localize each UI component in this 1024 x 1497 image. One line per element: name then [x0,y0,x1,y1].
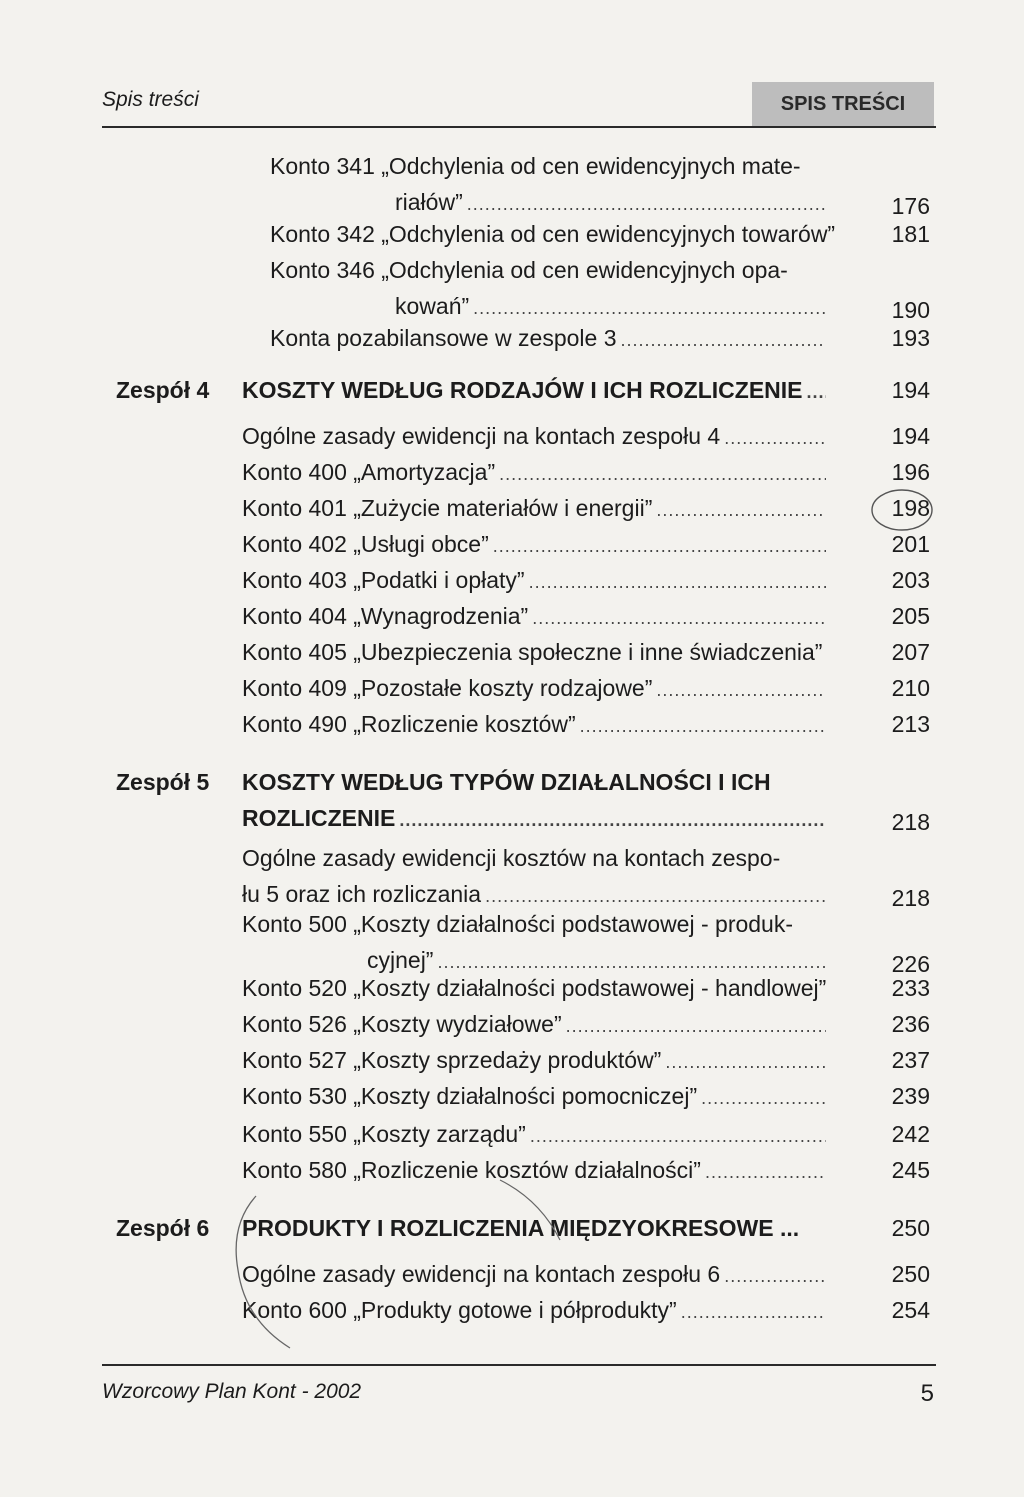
toc-entry [242,490,830,528]
toc-entry [242,372,830,410]
toc-entry [242,526,830,564]
toc-entry [242,1152,830,1190]
leader-dots [724,420,826,456]
toc-entry [242,418,830,456]
page-number: 5 [920,1380,934,1407]
toc-page-number: 242 [891,1121,930,1147]
toc-entry [270,216,836,254]
leader-dots [532,600,826,636]
toc-entry [242,634,830,670]
toc-page-number: 226 [891,951,930,977]
toc-entry [242,764,830,838]
leader-dots [621,322,826,358]
leader-dots [493,528,826,564]
toc-entry-line: Konto 341 „Odchylenia od cen ewidencyjnych mate- [270,153,801,179]
toc-page-number: 176 [891,193,930,219]
toc-entry [242,1116,830,1154]
leader-dots [656,672,826,708]
leader-dots [499,456,826,492]
toc-entry [242,706,830,744]
toc-entry-line: Ogólne zasady ewidencji kosztów na kontach zespo- [242,845,781,871]
toc-page-number: 213 [891,711,930,737]
toc-page-number: 250 [891,1261,930,1287]
toc-page-number: 190 [891,297,930,323]
toc-entry [242,562,830,600]
toc-entry-line: łu 5 oraz ich rozliczania [242,881,482,907]
leader-dots [807,374,826,410]
toc-entry-line: KOSZTY WEDŁUG RODZAJÓW I ICH ROZLICZENIE [242,377,803,403]
leader-dots [529,564,826,600]
toc-entry [242,840,830,914]
toc-page-number: 218 [891,885,930,911]
leader-dots [399,802,826,838]
running-header: Spis treści [102,88,199,111]
toc-entry-line: PRODUKTY I ROZLICZENIA MIĘDZYOKRESOWE ... [242,1215,800,1241]
toc-entry-line: Konto 403 „Podatki i opłaty” [242,567,525,593]
toc-page-number: 210 [891,675,930,701]
toc-page-number: 194 [891,377,930,403]
toc-page-number: 198 [891,495,930,521]
toc-entry [242,1078,830,1116]
leader-dots [566,1008,826,1044]
toc-entry-line: Ogólne zasady ewidencji na kontach zespołu 4 [242,423,721,449]
toc-entry-line: Konto 346 „Odchylenia od cen ewidencyjnych opa- [270,257,788,283]
leader-dots [681,1294,826,1330]
toc-page-number: 207 [891,639,930,665]
toc-entry [242,1006,830,1044]
toc-entry [270,320,830,358]
toc-page-number: 233 [891,975,930,1001]
toc-page-number: 193 [891,325,930,351]
toc-entry-line: Konto 342 „Odchylenia od cen ewidencyjnych towarów” [270,221,836,247]
toc-entry-line: Ogólne zasady ewidencji na kontach zespołu 6 [242,1261,721,1287]
toc-page-number: 250 [891,1215,930,1241]
leader-dots [724,1258,826,1294]
toc-entry [242,906,830,980]
toc-entry-line: Konto 580 „Rozliczenie kosztów działalności” [242,1157,701,1183]
footer-divider [102,1364,936,1366]
toc-entry [242,670,830,708]
toc-page-number: 194 [891,423,930,449]
toc-page-number: 254 [891,1297,930,1323]
toc-entry [242,598,830,636]
toc-page-number: 196 [891,459,930,485]
toc-entry [242,1042,830,1080]
toc-entry-line: kowań” [395,293,470,319]
toc-entry-line: cyjnej” [367,947,434,973]
section-tab: SPIS TREŚCI [752,82,934,126]
toc-entry [242,454,830,492]
group-label: Zespół 6 [116,1215,210,1241]
toc-entry [270,252,830,326]
toc-entry-line: Konto 490 „Rozliczenie kosztów” [242,711,576,737]
toc-entry [270,148,830,222]
book-title: Wzorcowy Plan Kont - 2002 [102,1380,362,1403]
leader-dots [530,1118,826,1154]
toc-page-number: 201 [891,531,930,557]
leader-dots [701,1080,826,1116]
toc-entry-line: Konta pozabilansowe w zespole 3 [270,325,617,351]
toc-entry-line: Konto 550 „Koszty zarządu” [242,1121,526,1147]
toc-entry-line: Konto 404 „Wynagrodzenia” [242,603,529,629]
toc-entry-line: Konto 520 „Koszty działalności podstawowej - handlowej” [242,975,827,1001]
header-divider [102,126,936,128]
toc-page-number: 218 [891,809,930,835]
toc-entry-line: Konto 530 „Koszty działalności pomocniczej” [242,1083,698,1109]
toc-entry [242,1256,830,1294]
leader-dots [656,492,826,528]
toc-entry [242,1292,830,1330]
toc-entry-line: Konto 405 „Ubezpieczenia społeczne i inne świadczenia” [242,639,823,665]
toc-entry-line: ROZLICZENIE [242,805,396,831]
toc-entry-line: Konto 409 „Pozostałe koszty rodzajowe” [242,675,653,701]
toc-entry-line: riałów” [395,189,463,215]
toc-page-number: 239 [891,1083,930,1109]
toc-entry-line: Konto 526 „Koszty wydziałowe” [242,1011,562,1037]
toc-page-number: 181 [891,221,930,247]
group-label: Zespół 4 [116,377,210,403]
toc-entry-line: Konto 402 „Usługi obce” [242,531,489,557]
toc-page-number: 245 [891,1157,930,1183]
toc-page-number: 205 [891,603,930,629]
toc-page-number: 236 [891,1011,930,1037]
toc-entry-line: Konto 400 „Amortyzacja” [242,459,496,485]
group-label: Zespół 5 [116,769,210,795]
leader-dots [705,1154,826,1190]
toc-entry [242,1210,830,1246]
toc-entry-line: Konto 401 „Zużycie materiałów i energii” [242,495,653,521]
toc-entry-line: Konto 600 „Produkty gotowe i półprodukty” [242,1297,677,1323]
toc-entry-line: KOSZTY WEDŁUG TYPÓW DZIAŁALNOŚCI I ICH [242,769,771,795]
toc-entry [242,970,830,1006]
leader-dots [580,708,826,744]
leader-dots [665,1044,826,1080]
toc-entry-line: Konto 500 „Koszty działalności podstawowej - produk- [242,911,794,937]
toc-entry-line: Konto 527 „Koszty sprzedaży produktów” [242,1047,662,1073]
toc-page-number: 203 [891,567,930,593]
toc-page-number: 237 [891,1047,930,1073]
